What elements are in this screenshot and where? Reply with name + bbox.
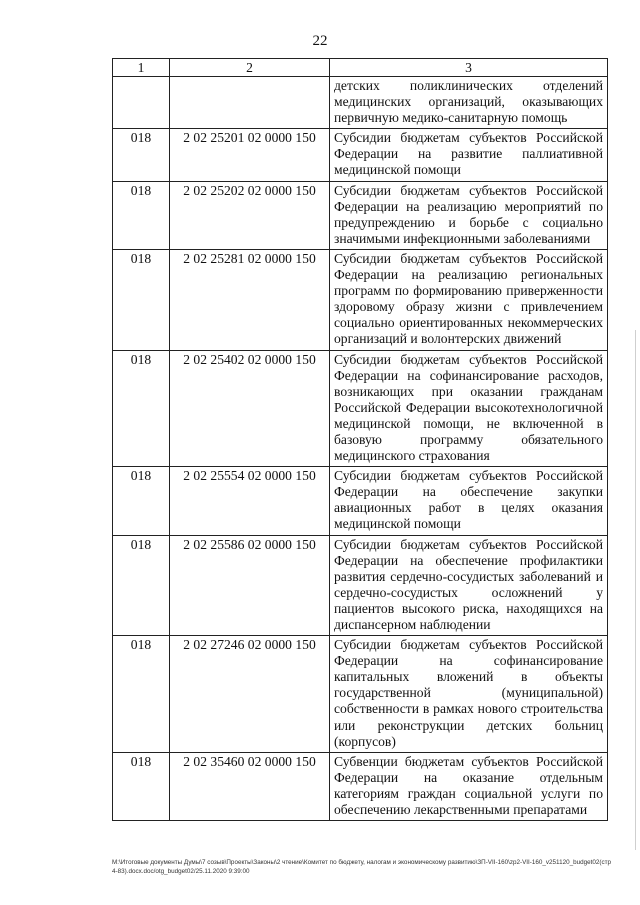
description-cell: Субсидии бюджетам субъектов Российской Федерации на обеспечение профилактики развития сердечно-сосудистых заболеваний и сердечно-сосудистых осложнений у пациентов высокого риска, находящихся на диспансерном наблюдении (330, 535, 608, 636)
table-row (113, 129, 608, 181)
admin-code-cell (113, 77, 170, 129)
document-path-footer: М:\Итоговые документы Думы\7 созыв\Проекты\Законы\2 чтение\Комитет по бюджету, налогам и экономическому развитию\ЗП-VII-160\zp2-VII-160_v251120_budget02(стр 4-83).docx.doc/otg_budget02/25.11.2020 9:39:00 (112, 859, 611, 875)
description-cell: Субсидии бюджетам субъектов Российской Федерации на обеспечение закупки авиационных работ в целях оказания медицинской помощи (330, 467, 608, 535)
admin-code-cell: 018 (113, 249, 170, 350)
budget-code-cell: 2 02 25281 02 0000 150 (170, 249, 330, 350)
admin-code-cell: 018 (113, 535, 170, 636)
description-cell: Субвенции бюджетам субъектов Российской Федерации на оказание отдельным категориям граждан социальной услуги по обеспечению лекарственными препаратами (330, 752, 608, 820)
description-cell: Субсидии бюджетам субъектов Российской Федерации на софинансирование капитальных вложений в объекты государственной (муниципальной) собственности в рамках нового строительства или реконструкции детских больниц (корпусов) (330, 636, 608, 753)
budget-code-cell (170, 77, 330, 129)
description-cell: Субсидии бюджетам субъектов Российской Федерации на софинансирование расходов, возникающих при оказании гражданам Российской Федерации высокотехнологичной медицинской помощи, не включенной в базовую программу обязательного медицинского страхования (330, 350, 608, 467)
header-col-1: 1 (113, 59, 170, 77)
table-row (113, 535, 608, 636)
table-header-row (113, 59, 608, 77)
table-row (113, 350, 608, 467)
description-cell: Субсидии бюджетам субъектов Российской Федерации на реализацию региональных программ по формированию приверженности здоровому образу жизни с привлечением социально ориентированных некоммерческих организаций и волонтерских движений (330, 249, 608, 350)
admin-code-cell: 018 (113, 350, 170, 467)
page-number: 22 (312, 33, 328, 49)
table-row (113, 636, 608, 753)
budget-code-cell: 2 02 25586 02 0000 150 (170, 535, 330, 636)
header-col-3: 3 (330, 59, 608, 77)
table-row (113, 249, 608, 350)
budget-table (112, 58, 608, 821)
admin-code-cell: 018 (113, 129, 170, 181)
description-cell: детских поликлинических отделений медицинских организаций, оказывающих первичную медико-санитарную помощь (330, 77, 608, 129)
budget-code-cell: 2 02 25201 02 0000 150 (170, 129, 330, 181)
admin-code-cell: 018 (113, 181, 170, 249)
table-row (113, 181, 608, 249)
budget-code-cell: 2 02 25402 02 0000 150 (170, 350, 330, 467)
admin-code-cell: 018 (113, 467, 170, 535)
budget-code-cell: 2 02 25202 02 0000 150 (170, 181, 330, 249)
page-edge-mark (635, 330, 636, 850)
description-cell: Субсидии бюджетам субъектов Российской Федерации на развитие паллиативной медицинской помощи (330, 129, 608, 181)
budget-code-cell: 2 02 35460 02 0000 150 (170, 752, 330, 820)
header-col-2: 2 (170, 59, 330, 77)
admin-code-cell: 018 (113, 752, 170, 820)
table-row (113, 467, 608, 535)
budget-code-cell: 2 02 25554 02 0000 150 (170, 467, 330, 535)
description-cell: Субсидии бюджетам субъектов Российской Федерации на реализацию мероприятий по предупреждению и борьбе с социально значимыми инфекционными заболеваниями (330, 181, 608, 249)
admin-code-cell: 018 (113, 636, 170, 753)
table-row (113, 77, 608, 129)
budget-code-cell: 2 02 27246 02 0000 150 (170, 636, 330, 753)
table-row (113, 752, 608, 820)
